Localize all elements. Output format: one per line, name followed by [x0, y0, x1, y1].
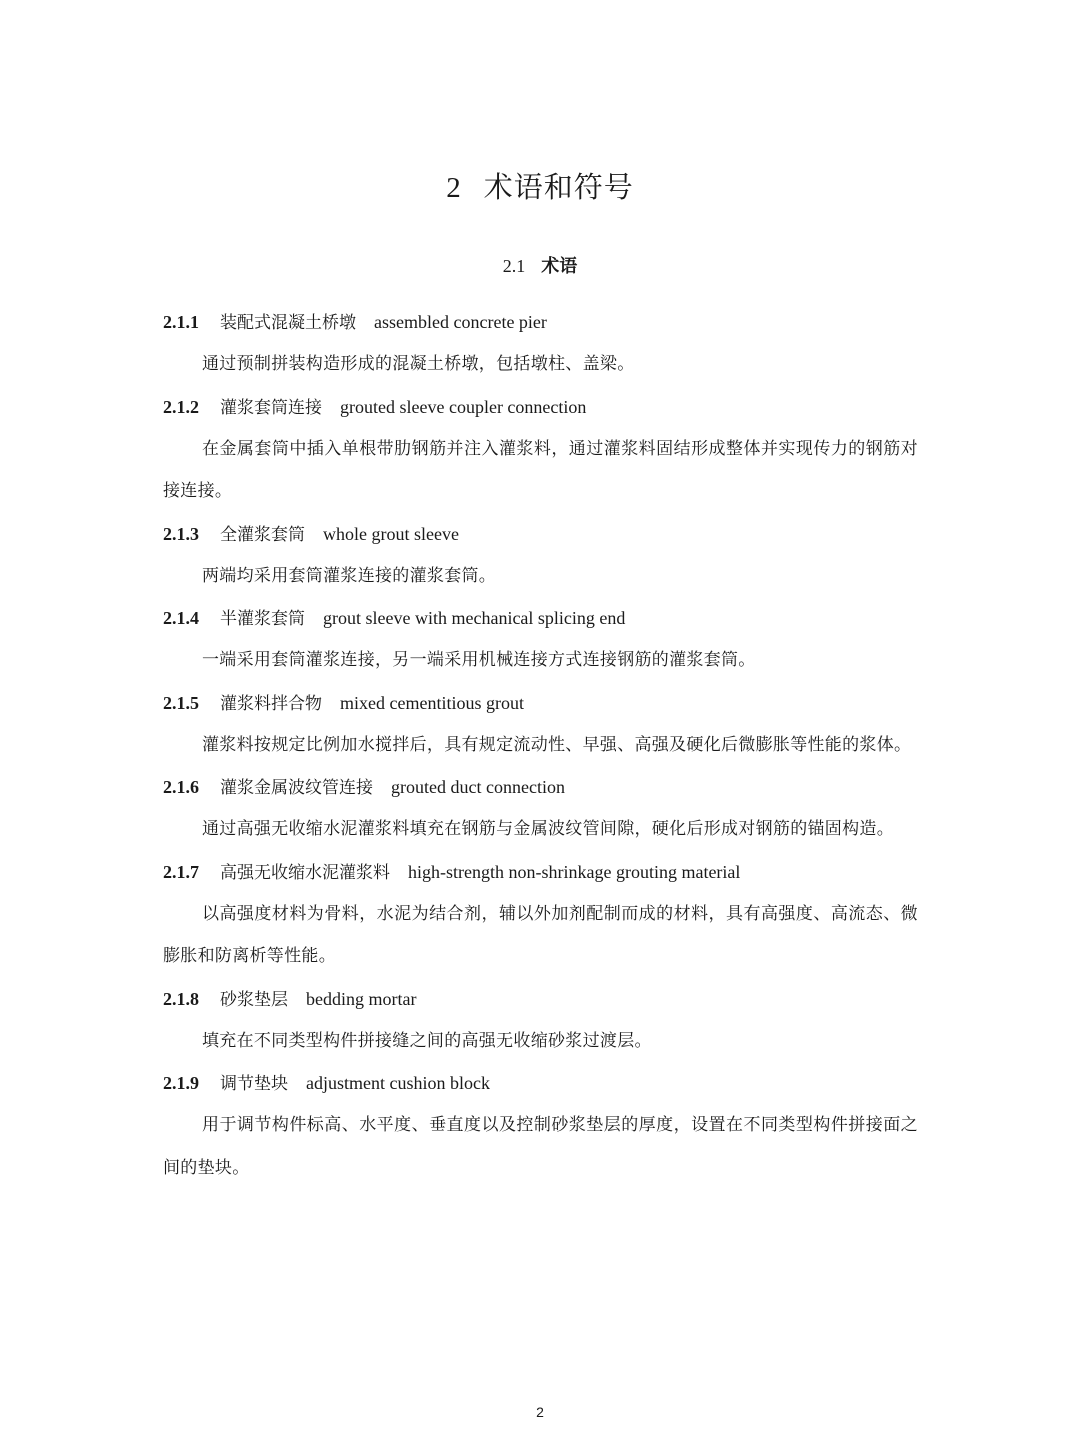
term-chinese: 装配式混凝土桥墩: [220, 313, 356, 333]
term-entry: [163, 851, 918, 978]
term-entry: [163, 682, 918, 767]
term-chinese: 灌浆金属波纹管连接: [220, 778, 373, 798]
term-heading: [163, 513, 918, 555]
term-chinese: 调节垫块: [220, 1074, 288, 1094]
term-chinese: 全灌浆套筒: [220, 524, 305, 545]
section-title-text: 术语: [541, 256, 578, 277]
term-entry: [163, 597, 918, 682]
term-heading: [163, 682, 918, 724]
term-heading: [163, 851, 918, 893]
term-definition: 用于调节构件标高、水平度、垂直度以及控制砂浆垫层的厚度，设置在不同类型构件拼接面之间的垫块。: [163, 1115, 918, 1178]
term-number: 2.1.2: [163, 396, 199, 417]
term-english: grout sleeve with mechanical splicing end: [323, 608, 626, 628]
term-heading: [163, 978, 918, 1020]
term-heading: [163, 386, 918, 428]
term-english: assembled concrete pier: [374, 312, 547, 332]
term-number: 2.1.5: [163, 692, 199, 713]
term-number: 2.1.9: [163, 1073, 199, 1093]
term-number: 2.1.4: [163, 608, 199, 628]
section-number: 2.1: [502, 256, 526, 276]
term-chinese: 半灌浆套筒: [220, 609, 305, 629]
term-number: 2.1.1: [163, 312, 199, 332]
term-definition: 两端均采用套筒灌浆连接的灌浆套筒。: [202, 565, 497, 586]
term-chinese: 高强无收缩水泥灌浆料: [220, 862, 390, 883]
chapter-number: 2: [446, 172, 462, 204]
term-english: mixed cementitious grout: [340, 692, 524, 713]
term-definition: 通过高强无收缩水泥灌浆料填充在钢筋与金属波纹管间隙，硬化后形成对钢筋的锚固构造。: [202, 819, 894, 839]
term-entry: [163, 766, 918, 851]
term-entry: [163, 1062, 918, 1189]
term-heading: [163, 597, 918, 639]
term-entry: [163, 978, 918, 1063]
term-definition: 一端采用套筒灌浆连接，另一端采用机械连接方式连接钢筋的灌浆套筒。: [202, 650, 756, 670]
term-number: 2.1.6: [163, 777, 199, 797]
term-chinese: 灌浆料拌合物: [220, 693, 322, 714]
term-definition: 在金属套筒中插入单根带肋钢筋并注入灌浆料，通过灌浆料固结形成整体并实现传力的钢筋对接连接。: [163, 438, 918, 501]
chapter-title-text: 术语和符号: [483, 170, 634, 204]
term-english: grouted duct connection: [391, 777, 565, 797]
term-heading: [163, 301, 918, 343]
section-title: [0, 252, 1080, 281]
term-definition: 灌浆料按规定比例加水搅拌后，具有规定流动性、早强、高强及硬化后微膨胀等性能的浆体。: [202, 734, 912, 755]
term-heading: [163, 766, 918, 808]
term-definition: 通过预制拼装构造形成的混凝土桥墩，包括墩柱、盖梁。: [202, 354, 635, 374]
page-number: 2: [536, 1404, 544, 1420]
chapter-title: [0, 166, 1080, 209]
term-entry: [163, 301, 918, 386]
term-definition: 以高强度材料为骨料，水泥为结合剂，辅以外加剂配制而成的材料，具有高强度、高流态、微膨胀和防离析等性能。: [163, 903, 918, 966]
term-entry: [163, 386, 918, 513]
term-heading: [163, 1062, 918, 1104]
term-number: 2.1.8: [163, 988, 199, 1009]
term-english: bedding mortar: [306, 988, 417, 1009]
term-english: high-strength non-shrinkage grouting material: [408, 861, 741, 882]
term-chinese: 砂浆垫层: [220, 989, 288, 1010]
term-english: adjustment cushion block: [306, 1073, 490, 1093]
terms-list: [163, 301, 918, 1189]
term-english: grouted sleeve coupler connection: [340, 396, 587, 417]
term-definition: 填充在不同类型构件拼接缝之间的高强无收缩砂浆过渡层。: [202, 1030, 652, 1051]
term-number: 2.1.7: [163, 861, 199, 882]
term-entry: [163, 513, 918, 598]
term-english: whole grout sleeve: [323, 523, 459, 544]
term-number: 2.1.3: [163, 523, 199, 544]
term-chinese: 灌浆套筒连接: [220, 397, 322, 418]
